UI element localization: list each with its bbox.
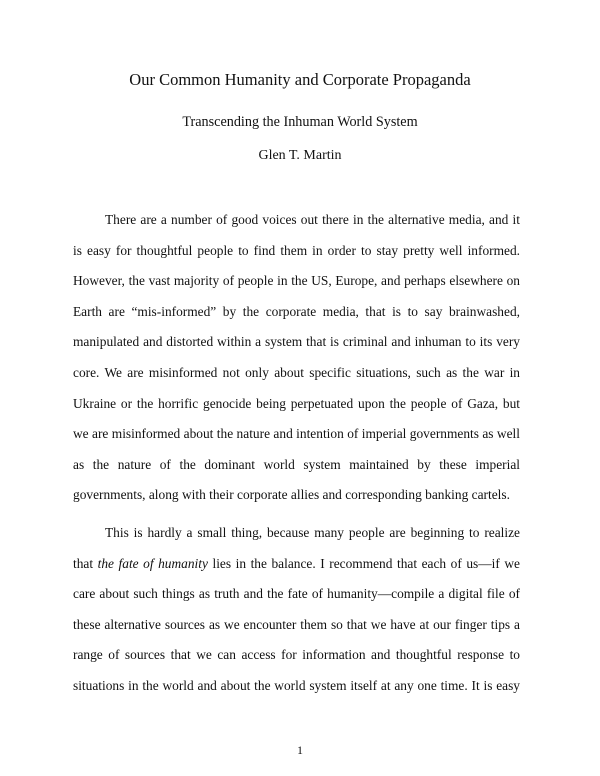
paragraph-line: governments, along with their corporate allies and corresponding banking cartels.: [73, 487, 510, 503]
paragraph-line: situations in the world and about the world system itself at any one time. It is easy: [73, 677, 520, 693]
document-subtitle: Transcending the Inhuman World System: [182, 114, 418, 130]
paragraph-1: [73, 205, 520, 511]
paragraph-line-with-emphasis: [73, 549, 520, 580]
paragraph-line: manipulated and distorted within a system that is criminal and inhuman to its very: [73, 334, 520, 350]
document-author: Glen T. Martin: [258, 148, 342, 163]
paragraph-line: we are misinformed about the nature and intention of imperial governments as well: [73, 426, 520, 442]
paragraph-line: as the nature of the dominant world system maintained by these imperial: [73, 456, 520, 472]
paragraph-line: However, the vast majority of people in the US, Europe, and perhaps elsewhere on: [73, 273, 520, 289]
paragraph-line: care about such things as truth and the fate of humanity—compile a digital file of: [73, 586, 520, 602]
paragraph-2: [73, 518, 520, 702]
paragraph-line: Earth are “mis-informed” by the corporate media, that is to say brainwashed,: [73, 303, 520, 319]
emphasis-text: the fate of humanity: [97, 555, 208, 571]
paragraph-line: This is hardly a small thing, because many people are beginning to realize: [105, 525, 520, 540]
paragraph-line: range of sources that we can access for information and thoughtful response to: [73, 647, 520, 663]
document-title: Our Common Humanity and Corporate Propaganda: [129, 70, 471, 89]
line-text: lies in the balance. I recommend that each of us—if we: [207, 555, 520, 571]
paragraph-line: is easy for thoughtful people to find them in order to stay pretty well informed.: [73, 242, 520, 258]
paragraph-line: these alternative sources as we encounter them so that we have at our finger tips a: [73, 616, 520, 632]
paragraph-line: Ukraine or the horrific genocide being perpetuated upon the people of Gaza, but: [73, 395, 520, 411]
page-number: 1: [297, 743, 303, 757]
paragraph-line: There are a number of good voices out there in the alternative media, and it: [105, 212, 520, 227]
line-text: that: [73, 555, 98, 571]
paragraph-line: core. We are misinformed not only about specific situations, such as the war in: [73, 364, 520, 380]
